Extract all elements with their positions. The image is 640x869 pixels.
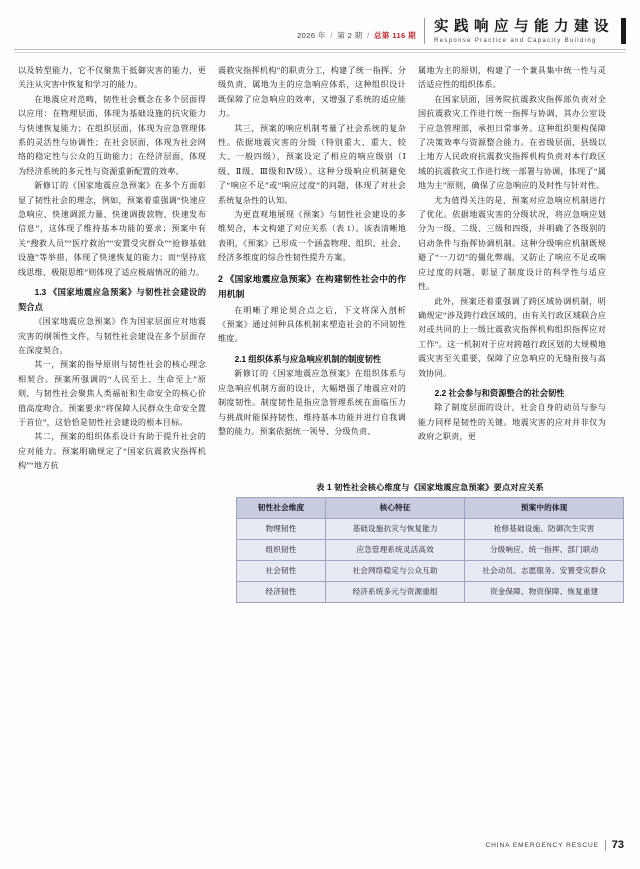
footer-journal-name: CHINA EMERGENCY RESCUE	[485, 841, 599, 849]
table-cell: 社会动员、志愿服务、安置受灾群众	[465, 560, 624, 581]
resilience-table-block	[236, 482, 624, 603]
paragraph: 新修订的《国家地震应急预案》在组织体系与应急响应机制方面的设计，大幅增强了地震应对的制度韧性。制度韧性是指应急管理系统在面临压力与挑战时能保持韧性，维持基本功能并进行自我调整的能力。预案依据统一领导、分级负责、	[218, 369, 406, 436]
masthead-title-wrap	[424, 18, 626, 44]
table-cell: 基础设施抗灾与恢复能力	[326, 518, 465, 539]
paragraph: 此外，预案还着重强调了跨区域协调机制，明确规定“涉及跨行政区域的，由有关行政区域联合应对或共同的上一级比震救灾指挥机构组织指挥应对工作”。这一机制对于应对跨越行政区划的大规模地震灾害至关重要，保障了应急响应的无缝衔接与高效协同。	[418, 296, 606, 378]
issue-number: 第 2 期	[337, 31, 363, 40]
paragraph: 在明晰了理论契合点之后，下文将深入剖析《预案》通过何种具体机制来塑造社会的不同韧性维度。	[218, 305, 406, 344]
text-column-3	[418, 64, 606, 474]
issue-sep-1: /	[330, 31, 333, 40]
paragraph: 《国家地震应急预案》作为国家层面应对地震灾害的纲领性文件，与韧性社会建设在多个层面存在深度契合。	[18, 317, 206, 355]
table-head	[237, 497, 624, 518]
paragraph: 新修订的《国家地震应急预案》在多个方面彰显了韧性社会的理念，例如，预案着重强调“快速应急响应、快速调派力量、快速调拨款物、快速发布信息”，这体现了维持基本功能的要求；预案中有关“搜救人员”“医疗救治”“安置受灾群众”“抢修基础设施”等举措，体现了快速恢复的能力；而“坚持底线思维、极限思维”则体现了适应极端情况的能力。	[18, 181, 206, 277]
subsection-heading: 1.3 《国家地震应急预案》与韧性社会建设的契合点	[18, 287, 206, 312]
subsection-heading: 2.2 社会参与和资源整合的社会韧性	[434, 387, 565, 398]
table-cell: 社会网络稳定与公众互助	[326, 560, 465, 581]
masthead	[0, 0, 640, 44]
page-footer	[485, 839, 624, 851]
table-cell: 应急管理系统灵活高效	[326, 539, 465, 560]
table-row	[237, 539, 624, 560]
paragraph: 尤为值得关注的是，预案对应急响应机制进行了优化。依据地震灾害的分级状况，将应急响应划分为一级、二级、三级和四级，并明确了各级别的启动条件与指挥协调机制。这种分级响应机制既规避了“一刀切”的僵化弊端，又防止了响应不足或响应过度的问题，彰显了制度设计的科学性与适应性。	[418, 195, 606, 292]
paragraph: 为更直观地展现《预案》与韧性社会建设的多维契合，本文构建了对应关系（表 1）。该表清晰地表明，《预案》已形成一个涵盖物理、组织、社会、经济多维度的综合性韧性提升方案。	[218, 210, 406, 263]
paragraph: 其二，预案的组织体系设计有助于提升社会的应对能力。预案明确规定了“国家抗震救灾指挥机构”“地方抗	[18, 432, 206, 471]
issue-total: 总第 116 期	[374, 31, 416, 40]
footer-divider	[605, 840, 606, 851]
table-area	[0, 474, 640, 603]
paragraph: 在地震应对范畴，韧性社会概念在多个层面得以应用：在物理层面，体现为基础设施的抗灾能力与快速恢复能力；在组织层面，体现为应急管理体系的灵活性与协调性；在社会层面，体现为社会网络的稳定性与公众的互助能力；在经济层面，体现为经济系统的多元性与资源重新配置的效率。	[18, 94, 206, 176]
paragraph: 除了制度层面的设计，社会自身的动员与参与能力同样是韧性的关键。地震灾害的应对并非仅为政府之职责，更	[418, 403, 606, 442]
resilience-table	[236, 497, 624, 603]
issue-sep-2: /	[367, 31, 370, 40]
table-row	[237, 560, 624, 581]
table-cell: 经济系统多元与资源重组	[326, 581, 465, 602]
section-heading: 2 《国家地震应急预案》在构建韧性社会中的作用机制	[218, 273, 406, 299]
table-cell: 物理韧性	[237, 518, 326, 539]
masthead-accent-bar	[621, 18, 626, 44]
paragraph: 以及转型能力，它不仅聚焦于抵御灾害的能力，更关注从灾害中恢复和学习的能力。	[18, 66, 206, 90]
page-number: 73	[611, 839, 624, 851]
issue-year: 2026 年	[297, 31, 326, 40]
table-row	[237, 518, 624, 539]
table-body	[237, 518, 624, 602]
table-cell: 分级响应、统一指挥、部门联动	[465, 539, 624, 560]
masthead-rule	[14, 49, 626, 50]
table-cell: 经济韧性	[237, 581, 326, 602]
table-cell: 社会韧性	[237, 560, 326, 581]
table-caption: 表 1 韧性社会核心维度与《国家地震应急预案》要点对应关系	[316, 482, 544, 492]
table-cell: 组织韧性	[237, 539, 326, 560]
table-header-row	[237, 497, 624, 518]
table-header-cell: 韧性社会维度	[237, 497, 326, 518]
section-title-cn: 实践响应与能力建设	[434, 18, 614, 35]
table-header-cell: 预案中的体现	[465, 497, 624, 518]
section-title-en: Response Practice and Capacity Building	[434, 38, 597, 44]
paragraph: 震救灾指挥机构”的职责分工，构建了统一指挥、分级负责、属地为主的应急响应体系，这种组织设计既保障了应急响应的效率，又增强了系统的适应能力。	[218, 66, 406, 119]
issue-line	[297, 30, 416, 44]
table-row	[237, 581, 624, 602]
table-cell: 抢修基础设施、防御次生灾害	[465, 518, 624, 539]
text-column-1	[18, 64, 206, 474]
text-column-2	[218, 64, 406, 474]
table-cell: 资金保障、物资保障、恢复重建	[465, 581, 624, 602]
paragraph: 其一，预案的指导原则与韧性社会的核心理念相契合。预案所强调的“人民至上、生命至上”原则，与韧性社会聚焦人类福祉和生命安全的核心价值高度吻合。预案要求“将保障人民群众生命安全置于首位”，这恰恰是韧性社会建设的根本目标。	[18, 360, 206, 427]
paragraph: 在国家层面，国务院抗震救灾指挥部负责对全国抗震救灾工作进行统一指挥与协调，其办公室设于应急管理部，承担日常事务。这种组织架构保障了决策效率与资源整合能力。在省级层面，县级以上地方人民政府抗震救灾指挥机构负责对本行政区域的抗震救灾工作进行统一部署与协调，体现了“属地为主”原则，确保了应急响应的及时性与针对性。	[418, 94, 606, 191]
paragraph: 属地为主的原则，构建了一个兼具集中统一性与灵活适应性的组织体系。	[418, 66, 606, 90]
table-header-cell: 核心特征	[326, 497, 465, 518]
masthead-titles	[434, 18, 614, 44]
subsection-heading: 2.1 组织体系与应急响应机制的制度韧性	[234, 353, 382, 364]
paragraph: 其三，预案的响应机制考量了社会系统的复杂性。依据地震灾害的分级（特别重大、重大、较大、一般四级），预案设定了相应的响应级别（Ⅰ级、Ⅱ级、Ⅲ级和Ⅳ级）。这种分级响应机制避免了“响应不足”或“响应过度”的问题，体现了对社会系统复杂性的认知。	[218, 123, 406, 205]
article-columns	[0, 52, 640, 474]
